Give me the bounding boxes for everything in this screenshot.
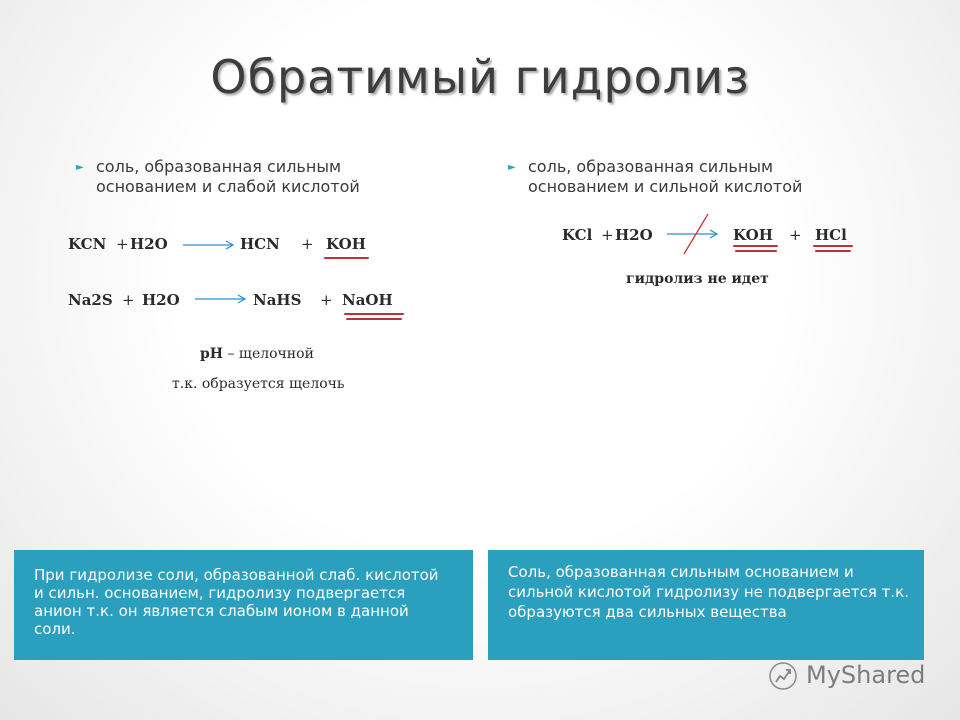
product-2: HCl <box>815 226 847 244</box>
slide-title: Обратимый гидролиз <box>210 50 750 104</box>
bullet-arrow-icon: ► <box>508 162 516 173</box>
ph-label: pH <box>200 346 224 362</box>
reactant-1: Na2S <box>68 291 113 309</box>
reactant-1: KCN <box>68 235 107 253</box>
plus-sign: + <box>122 291 135 309</box>
bullet-arrow-icon: ► <box>76 162 84 173</box>
reaction-arrow-icon <box>182 238 238 252</box>
right-bullet <box>508 157 868 197</box>
reaction-arrow-icon <box>194 292 250 306</box>
strong-base-underline <box>324 257 369 259</box>
reason-line: т.к. образуется щелочь <box>172 376 345 392</box>
crossed-reaction-arrow-icon <box>666 212 722 256</box>
myshared-logo <box>766 658 926 694</box>
left-summary-box <box>14 550 473 660</box>
reactant-1: KCl <box>562 226 593 244</box>
left-bullet-text: соль, образованная сильным основанием и слабой кислотой <box>96 157 360 196</box>
logo-text: MyShared <box>806 661 926 689</box>
product-2: NaOH <box>342 291 393 309</box>
left-bullet <box>76 157 416 197</box>
right-summary-box <box>488 550 924 660</box>
strong-acid-underline <box>813 245 853 247</box>
product-1: NaHS <box>253 291 302 309</box>
right-summary-text: Соль, образованная сильным основанием и сильной кислотой гидролизу не подвергается т.к. образуются два сильных вещества <box>508 563 909 621</box>
strong-base-underline <box>733 245 778 247</box>
plus-sign: + <box>301 235 314 253</box>
product-2: KOH <box>326 235 366 253</box>
reactant-2: H2O <box>130 235 168 253</box>
strong-acid-underline <box>815 250 851 252</box>
left-summary-text: При гидролизе соли, образованной слаб. кислотой и сильн. основанием, гидролизу подвергается анион т.к. он является слабым ионом в данной соли. <box>34 566 439 638</box>
strong-base-underline <box>735 250 777 252</box>
right-bullet-text: соль, образованная сильным основанием и сильной кислотой <box>528 157 803 196</box>
plus-sign: + <box>601 226 614 244</box>
product-1: KOH <box>733 226 773 244</box>
reactant-2: H2O <box>615 226 653 244</box>
reactant-2: H2O <box>142 291 180 309</box>
plus-sign: + <box>116 235 129 253</box>
plus-sign: + <box>789 226 802 244</box>
plus-sign: + <box>320 291 333 309</box>
no-hydrolysis-note: гидролиз не идет <box>626 271 769 287</box>
strong-base-underline <box>344 313 404 315</box>
strong-base-underline <box>346 318 402 320</box>
ph-line <box>200 346 314 362</box>
logo-mark-icon <box>766 658 804 694</box>
ph-value: – щелочной <box>223 346 314 362</box>
product-1: HCN <box>240 235 280 253</box>
